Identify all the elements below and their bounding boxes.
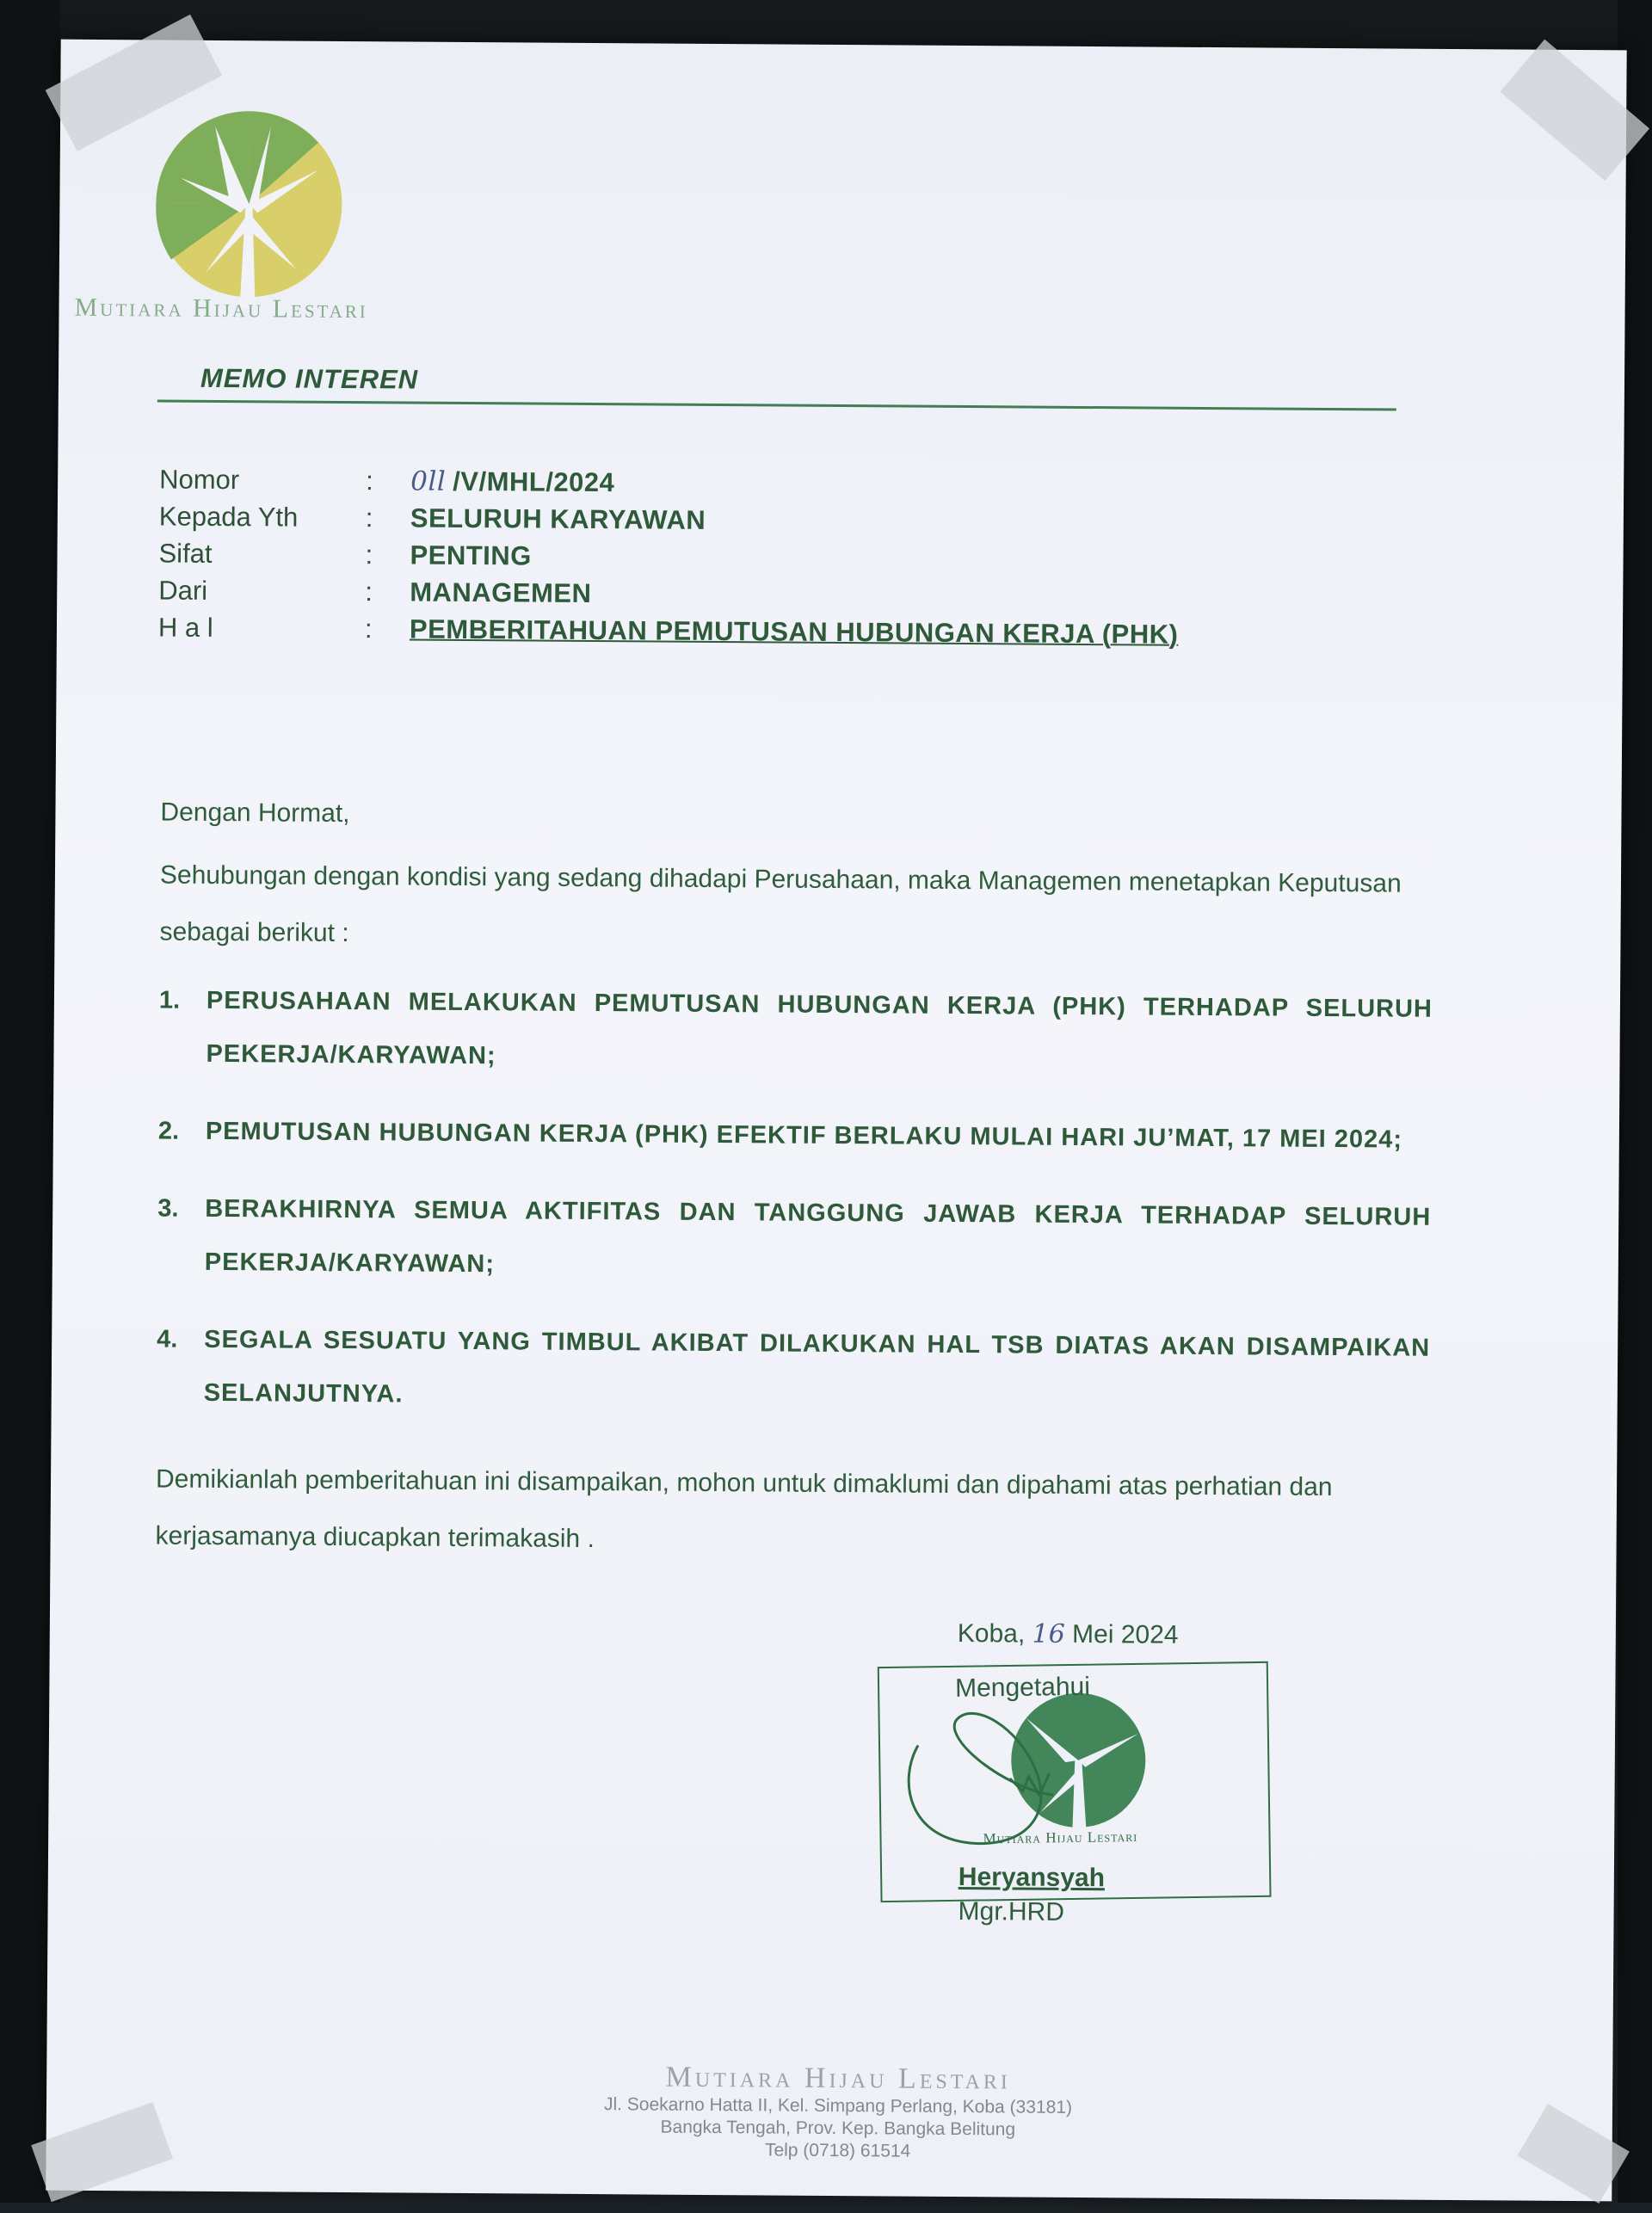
field-value <box>410 466 614 499</box>
list-item-text: PEMUTUSAN HUBUNGAN KERJA (PHK) EFEKTIF BERLAKU MULAI HARI JU’MAT, 17 MEI 2024; <box>205 1117 1403 1154</box>
field-label: Dari <box>158 575 208 606</box>
tape-bottom-right <box>1517 2104 1629 2204</box>
closing-paragraph: Demikianlah pemberitahuan ini disampaikan, mohon untuk dimaklumi dan dipahami atas perhatian dan kerjasamanya diucapkan terimakasih . <box>155 1464 1333 1554</box>
decision-list <box>156 974 1450 1452</box>
field-colon: : <box>365 576 373 607</box>
list-item-number: 2. <box>157 1117 180 1145</box>
signature-place: Koba, <box>957 1618 1026 1649</box>
signature-month-year: Mei 2024 <box>1072 1619 1179 1649</box>
handwritten-number: 0ll <box>410 465 447 497</box>
signer-role: Mgr.HRD <box>958 1897 1065 1926</box>
field-label: Sifat <box>158 538 213 569</box>
mengetahui-label: Mengetahui <box>954 1672 1091 1703</box>
list-item <box>157 1312 1448 1427</box>
field-value: SELURUH KARYAWAN <box>410 502 706 535</box>
footer-address-2: Bangka Tengah, Prov. Kep. Bangka Belitung <box>660 2117 1016 2140</box>
memo-title: MEMO INTEREN <box>200 362 419 395</box>
memo-paper <box>46 40 1626 2202</box>
list-item-text: PERUSAHAAN MELAKUKAN PEMUTUSAN HUBUNGAN KERJA (PHK) TERHADAP SELURUH PEKERJA/KARYAWAN; <box>206 986 1433 1070</box>
field-colon: : <box>365 539 373 570</box>
greeting: Dengan Hormat, <box>160 798 350 829</box>
list-item-text: BERAKHIRNYA SEMUA AKTIFITAS DAN TANGGUNG JAWAB KERJA TERHADAP SELURUH PEKERJA/KARYAWAN; <box>204 1194 1432 1279</box>
field-hal <box>158 612 1449 657</box>
list-item-number: 4. <box>157 1325 178 1353</box>
memo-header-fields <box>158 464 1450 657</box>
footer-address-1: Jl. Soekarno Hatta II, Kel. Simpang Perlang, Koba (33181) <box>603 2094 1073 2117</box>
list-item <box>158 974 1450 1089</box>
field-label: Kepada Yth <box>158 501 299 533</box>
letterhead-footer <box>477 2060 1200 2165</box>
list-item-text: SEGALA SESUATU YANG TIMBUL AKIBAT DILAKUKAN HAL TSB DIATAS AKAN DISAMPAIKAN SELANJUTNYA. <box>203 1325 1431 1409</box>
number-suffix: /V/MHL/2024 <box>453 465 615 498</box>
intro-paragraph: Sehubungan dengan kondisi yang sedang dihadapi Perusahaan, maka Managemen menetapkan Keputusan sebagai berikut : <box>159 860 1402 948</box>
field-label: Nomor <box>159 464 240 496</box>
handwritten-day: 16 <box>1032 1618 1065 1649</box>
footer-brand: Mutiara Hijau Lestari <box>665 2061 1011 2096</box>
tape-bottom-left <box>31 2102 173 2202</box>
stamp-company-text: Mutiara Hijau Lestari <box>983 1828 1138 1847</box>
field-value: PENTING <box>410 539 532 571</box>
list-item <box>158 1104 1449 1166</box>
title-divider <box>157 399 1396 410</box>
signature-date <box>958 1618 1179 1650</box>
field-value: PEMBERITAHUAN PEMUTUSAN HUBUNGAN KERJA (PHK) <box>409 613 1179 650</box>
list-item-number: 1. <box>158 986 181 1014</box>
list-item-number: 3. <box>157 1194 179 1223</box>
field-colon: : <box>366 465 373 496</box>
footer-phone: Telp (0718) 61514 <box>764 2140 911 2161</box>
field-colon: : <box>364 613 373 644</box>
company-logo-text: Mutiara Hijau Lestari <box>74 293 368 324</box>
field-label: H a l <box>157 612 213 643</box>
list-item <box>157 1181 1449 1297</box>
signer-name: Heryansyah <box>958 1863 1106 1893</box>
field-colon: : <box>365 502 373 533</box>
field-value: MANAGEMEN <box>410 576 592 608</box>
